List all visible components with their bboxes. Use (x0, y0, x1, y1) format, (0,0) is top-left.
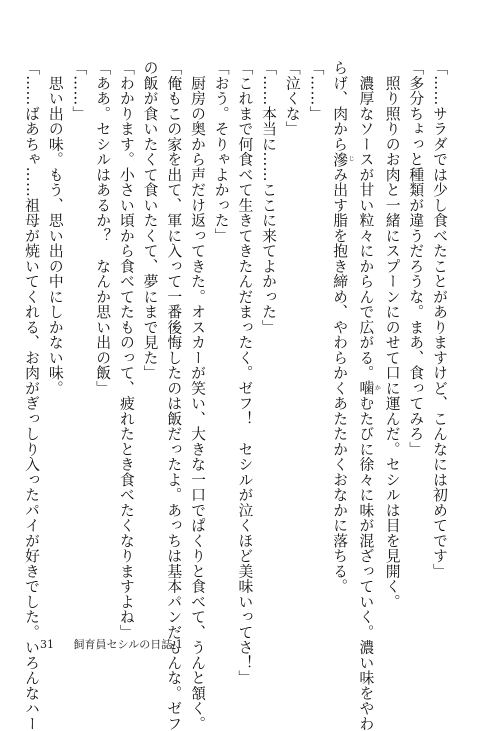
ruby-reading: か (373, 380, 381, 396)
text-line: らげ、肉から滲 じみ出す脂を抱き締め、やわらかくあたたかくおなかに落ちる。 (331, 60, 355, 594)
text-line: 「……ばあちゃ……祖母が焼いてくれる、お肉がぎっしり入ったパイが好きでした。いろんなハー (23, 60, 41, 731)
text-line: 「多分ちょっと種類が違うだろうな。まあ、食ってみろ」 (407, 60, 425, 457)
ruby-reading: じ (347, 151, 355, 167)
ruby-kamu: 噛 か (357, 380, 381, 396)
text-line: 「……サラダでは少し食べたことがありますけど、こんなには初めてです」 (431, 60, 448, 579)
text-line: 厨房の奥から声だけ返ってきた。オスカーが笑い、大きな一口でぱくりと食べて、うんと頷く。 (188, 60, 206, 731)
text-line: 「泣くな」 (283, 60, 301, 137)
text-line: 「これまで何食べて生きてきたんだまったく。ゼフ！ セシルが泣くほど美味いってさ！」 (236, 60, 254, 686)
text-line: 「俺もこの家を出て、軍に入って一番後悔したのは飯だったよ。あっちは基本パンだもんな。ゼフ (165, 60, 183, 731)
text-line: 「おう。そりゃよかった」 (212, 60, 230, 243)
text-line: 照り照りのお肉と一緒にスプーンにのせて口に運んだ。セシルは目を見開く。 (383, 60, 401, 609)
text-line: 「わかります。小さい頃から食べてたものって、疲れたとき食べたくなりますよね」 (117, 60, 135, 640)
ruby-nijimi: 滲 じ (331, 151, 355, 167)
book-title: 飼育員セシルの日誌 1 (73, 638, 183, 651)
text-line: 「……」 (307, 60, 325, 121)
text-line: 思い出の味。もう、思い出の中にしかない味。 (46, 60, 64, 396)
page-footer (40, 636, 183, 652)
text-line: 「ああ。セシルはあるか？ なんか思い出の飯」 (94, 60, 112, 396)
text-line: の飯が食いたくて食いたくて、夢にまで見た」 (141, 60, 159, 381)
text-line: 濃厚なソースが甘い粒々にからんで広がる。噛 かむたびに徐々に味が混ざっていく。濃い味をやわ (357, 60, 381, 731)
text-line: 「……本当に……ここに来てよかった」 (260, 60, 278, 335)
page-number: 31 (40, 638, 54, 651)
text-line: 「……」 (70, 60, 88, 121)
